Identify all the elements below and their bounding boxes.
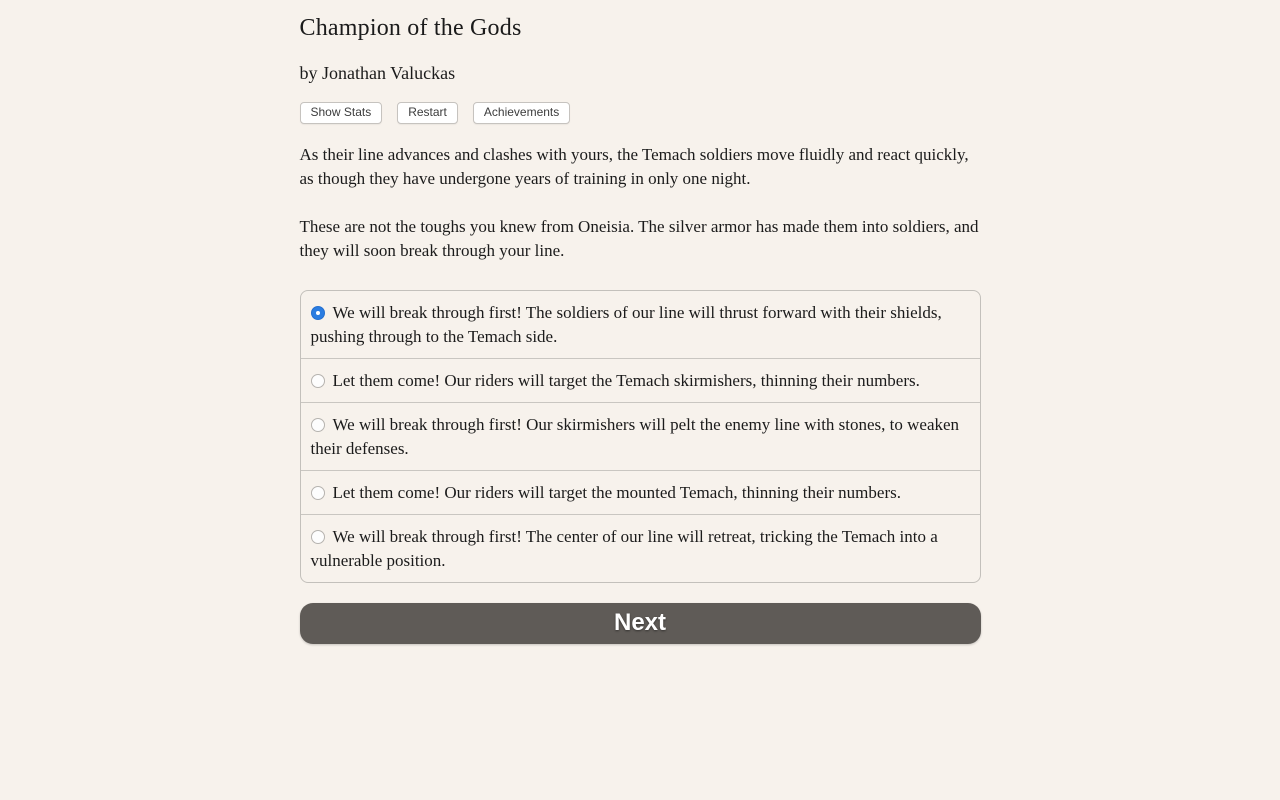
radio-selected-icon[interactable]	[311, 306, 325, 320]
choice-label: Let them come! Our riders will target the mounted Temach, thinning their numbers.	[332, 482, 901, 502]
story-paragraph: As their line advances and clashes with yours, the Temach soldiers move fluidly and react quickly, as though they have undergone years of training in only one night.	[299, 144, 969, 188]
choice-option[interactable]	[301, 402, 980, 470]
choice-label: We will break through first! The center of our line will retreat, tricking the Temach into a vulnerable position.	[310, 526, 938, 570]
radio-unselected-icon[interactable]	[311, 374, 325, 388]
game-byline: by Jonathan Valuckas	[299, 63, 456, 83]
choice-label: Let them come! Our riders will target the Temach skirmishers, thinning their numbers.	[332, 370, 920, 390]
achievements-button[interactable]: Achievements	[473, 102, 570, 124]
story-paragraph: These are not the toughs you knew from Oneisia. The silver armor has made them into soldiers, and they will soon break through your line.	[299, 216, 979, 260]
story-text	[300, 143, 981, 263]
next-button[interactable]: Next	[300, 603, 981, 644]
restart-button[interactable]: Restart	[397, 102, 458, 124]
toolbar	[300, 102, 981, 124]
choice-option[interactable]	[301, 358, 980, 402]
radio-unselected-icon[interactable]	[311, 486, 325, 500]
choice-label: We will break through first! Our skirmishers will pelt the enemy line with stones, to weaken their defenses.	[310, 414, 960, 458]
choice-option[interactable]	[301, 470, 980, 514]
choice-option[interactable]	[301, 291, 980, 358]
radio-unselected-icon[interactable]	[311, 418, 325, 432]
game-content	[300, 13, 981, 644]
choice-option[interactable]	[301, 514, 980, 582]
show-stats-button[interactable]: Show Stats	[300, 102, 383, 124]
radio-unselected-icon[interactable]	[311, 530, 325, 544]
choice-label: We will break through first! The soldiers of our line will thrust forward with their shields, pushing through to the Temach side.	[310, 302, 942, 346]
game-title: Champion of the Gods	[299, 15, 522, 41]
choice-group	[300, 290, 981, 583]
